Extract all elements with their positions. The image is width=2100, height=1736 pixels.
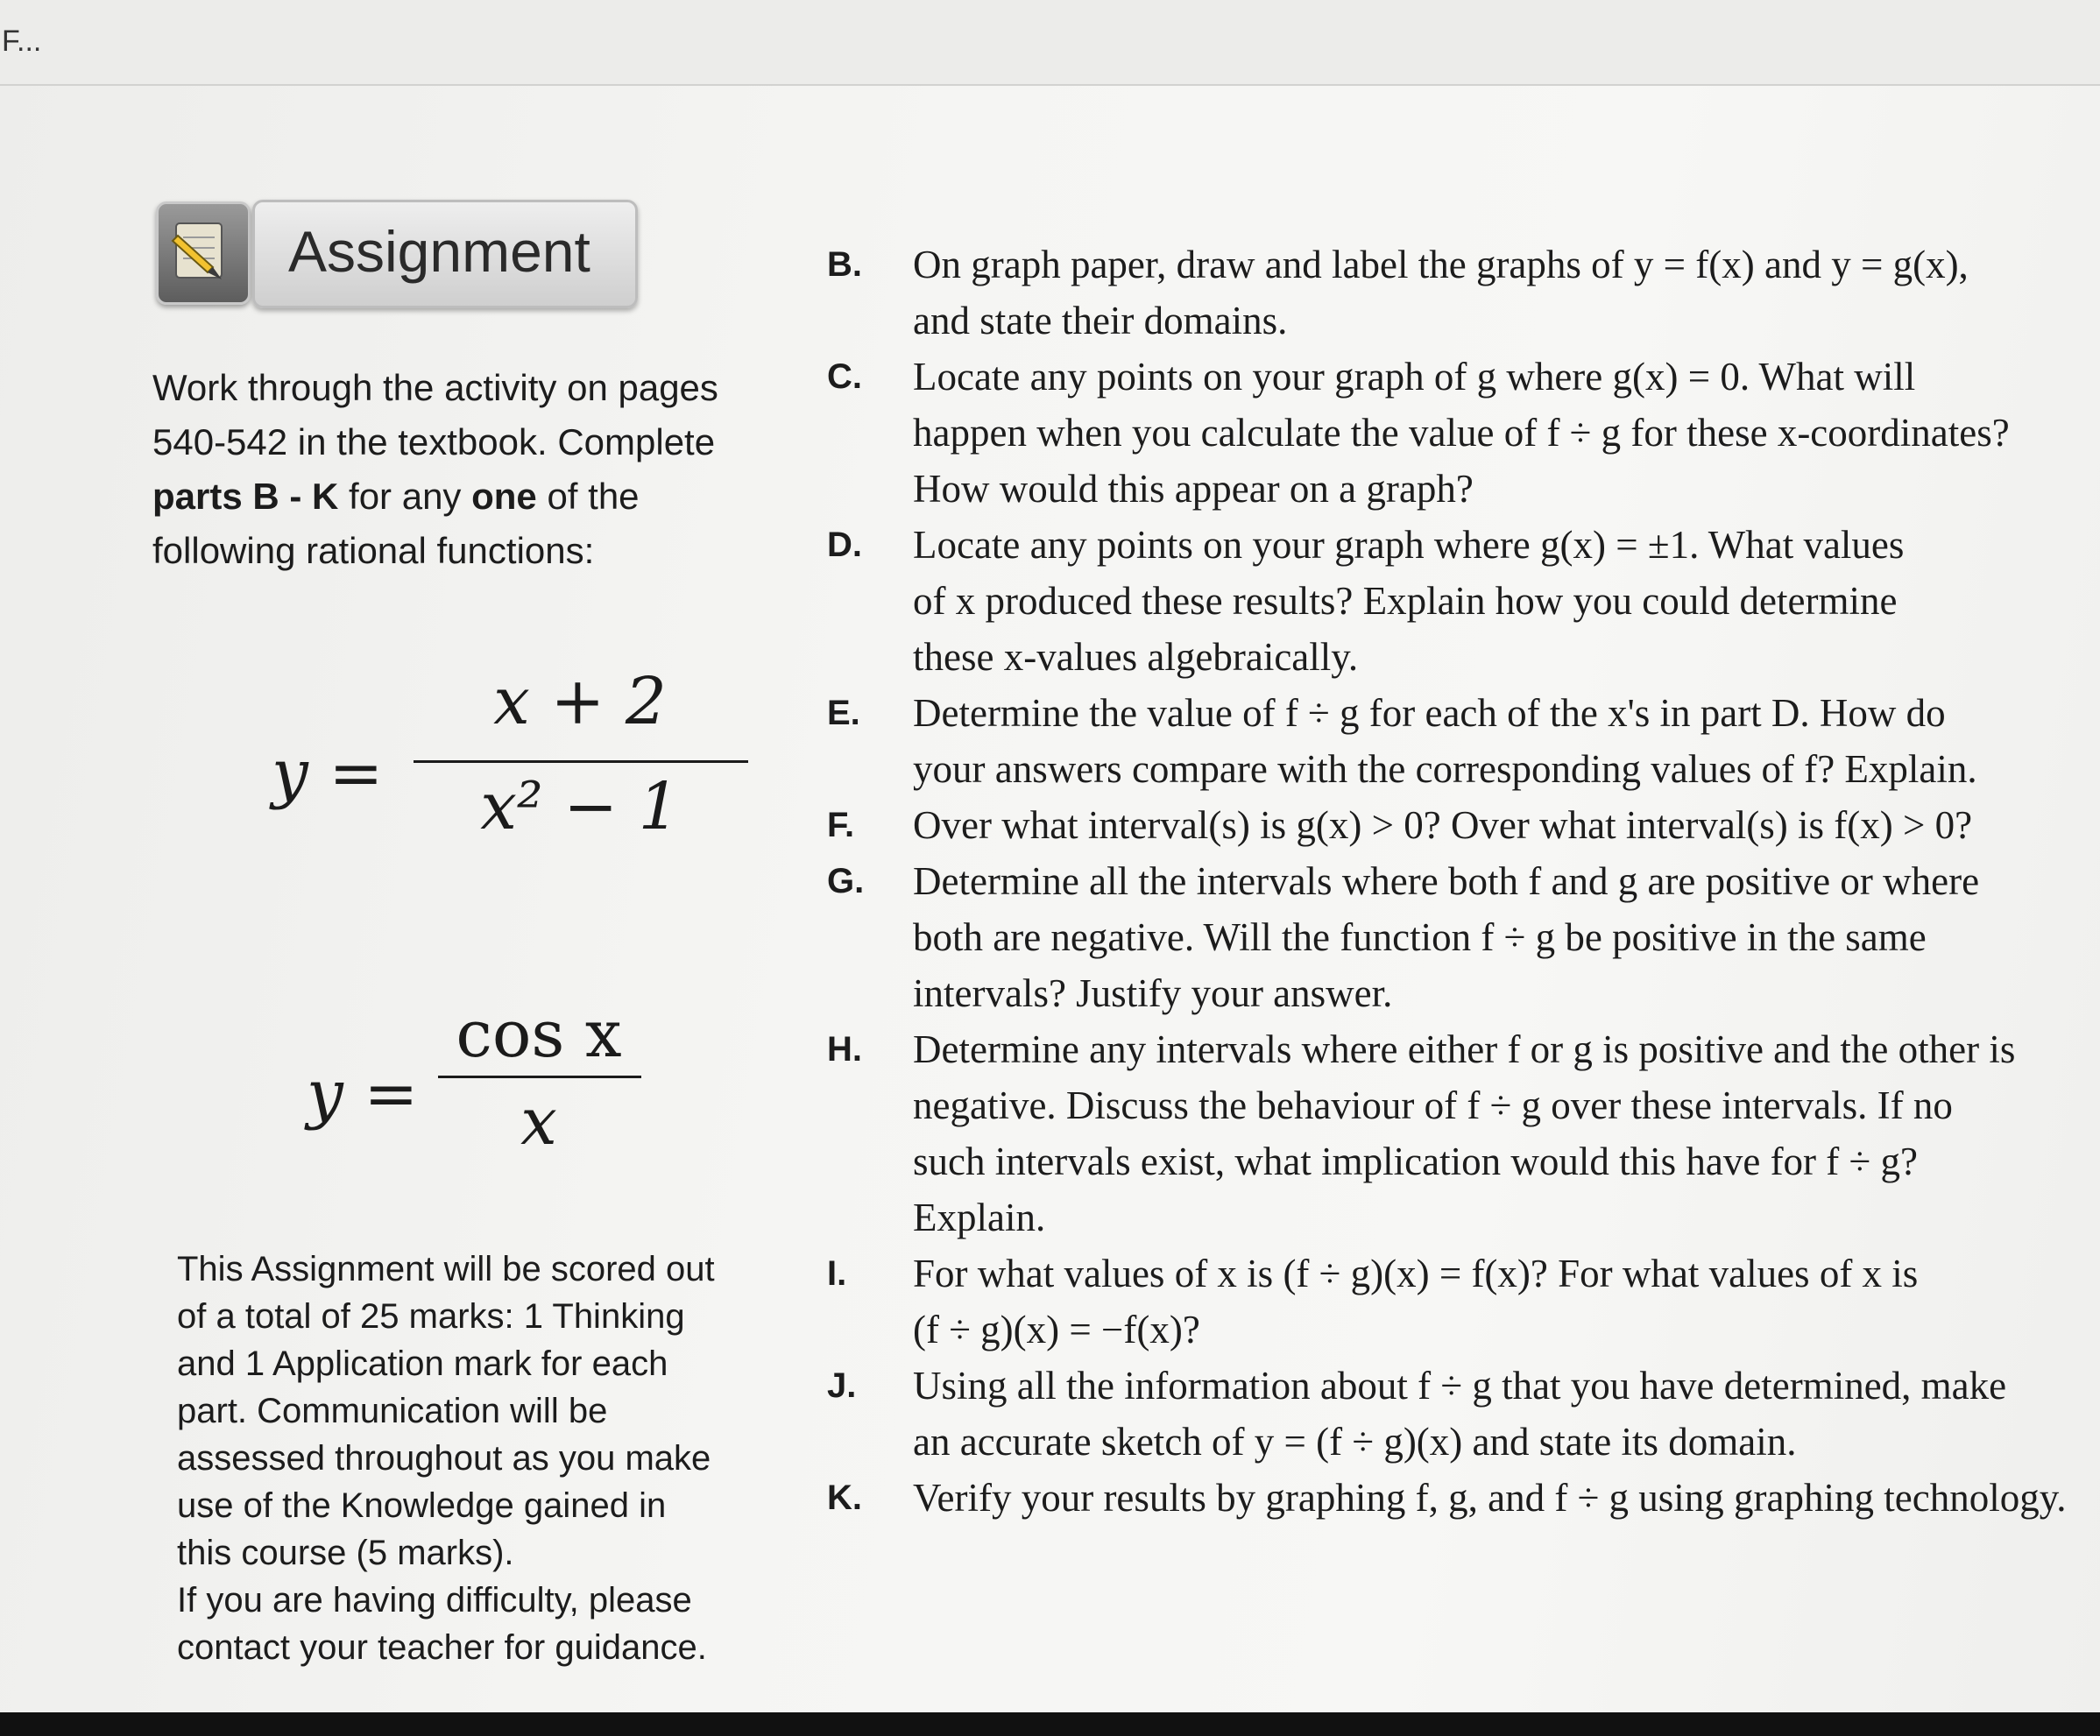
part-text-line: both are negative. Will the function f ÷ g be positive in the same <box>913 915 1927 959</box>
part-text-line: For what values of x is (f ÷ g)(x) = f(x)? For what values of x is <box>913 1252 1919 1295</box>
part-text <box>913 797 2071 853</box>
part-text-line: Determine all the intervals where both f and g are positive or where <box>913 859 1980 903</box>
pencil-notebook-icon <box>156 201 251 305</box>
part-text <box>913 236 2071 349</box>
part-text <box>913 1246 2071 1358</box>
assignment-header <box>252 200 638 308</box>
bottom-bezel <box>0 1712 2100 1736</box>
part-text-line: these x-values algebraically. <box>913 635 1359 679</box>
scoring-line: assessed throughout as you make <box>177 1439 711 1478</box>
part-letter: G. <box>827 862 865 900</box>
part-letter: C. <box>827 357 862 396</box>
intro-bold-parts: parts B - K <box>152 476 339 517</box>
part-text-line: your answers compare with the corresponding values of f? Explain. <box>913 747 1977 791</box>
formula-lhs: y = <box>272 736 384 811</box>
scoring-line: part. Communication will be <box>177 1392 608 1430</box>
part-text <box>913 349 2071 517</box>
part-text-line: Locate any points on your graph of g where g(x) = 0. What will <box>913 355 1916 399</box>
part-text-line: Using all the information about f ÷ g that you have determined, make <box>913 1364 2007 1408</box>
assignment-part-h <box>827 1021 2071 1246</box>
part-text-line: negative. Discuss the behaviour of f ÷ g over these intervals. If no <box>913 1083 1953 1127</box>
part-letter: D. <box>827 526 862 564</box>
part-text-line: Over what interval(s) is g(x) > 0? Over what interval(s) is f(x) > 0? <box>913 803 1973 847</box>
scoring-paragraph <box>177 1246 790 1671</box>
part-text-line: How would this appear on a graph? <box>913 467 1474 511</box>
formula-numerator: cos x <box>456 997 622 1072</box>
intro-line: Work through the activity on pages <box>152 367 718 408</box>
part-letter: I. <box>827 1254 847 1293</box>
part-text-line: Verify your results by graphing f, g, and f ÷ g using graphing technology. <box>913 1476 2067 1520</box>
part-letter: B. <box>827 245 862 284</box>
part-text <box>913 1021 2071 1246</box>
part-text-line: Determine the value of f ÷ g for each of the x's in part D. How do <box>913 691 1946 735</box>
scoring-line: If you are having difficulty, please <box>177 1581 692 1620</box>
formula-denominator: x <box>520 1084 557 1160</box>
assignment-part-g <box>827 853 2071 1021</box>
intro-line: following rational functions: <box>152 530 595 571</box>
formula-numerator: x + 2 <box>493 664 667 739</box>
window-top-bar <box>0 0 2100 86</box>
assignment-part-b <box>827 236 2071 349</box>
fraction-bar <box>414 760 748 763</box>
part-text-line: On graph paper, draw and label the graphs of y = f(x) and y = g(x), <box>913 243 1969 286</box>
assignment-part-j <box>827 1358 2071 1470</box>
assignment-part-d <box>827 517 2071 685</box>
scoring-line: This Assignment will be scored out <box>177 1250 715 1288</box>
part-text-line: intervals? Justify your answer. <box>913 971 1393 1015</box>
part-text-line: and state their domains. <box>913 299 1288 342</box>
part-text-line: an accurate sketch of y = (f ÷ g)(x) and state its domain. <box>913 1420 1797 1464</box>
intro-text: of the <box>536 476 640 517</box>
assignment-title: Assignment <box>288 219 590 284</box>
part-text <box>913 853 2071 1021</box>
part-text <box>913 517 2071 685</box>
intro-line: 540-542 in the textbook. Complete <box>152 421 716 462</box>
scoring-line: contact your teacher for guidance. <box>177 1628 707 1667</box>
assignment-part-i <box>827 1246 2071 1358</box>
part-letter: J. <box>827 1366 857 1405</box>
scoring-line: this course (5 marks). <box>177 1534 514 1572</box>
intro-text: for any <box>338 476 472 517</box>
scoring-line: of a total of 25 marks: 1 Thinking <box>177 1297 685 1336</box>
intro-paragraph <box>152 361 748 578</box>
part-letter: E. <box>827 694 860 732</box>
intro-bold-one: one <box>471 476 537 517</box>
part-text-line: such intervals exist, what implication would this have for f ÷ g? <box>913 1140 1918 1183</box>
part-letter: K. <box>827 1478 862 1517</box>
scoring-line: use of the Knowledge gained in <box>177 1486 667 1525</box>
assignment-part-e <box>827 685 2071 797</box>
part-letter: H. <box>827 1030 862 1069</box>
part-text-line: happen when you calculate the value of f ÷ g for these x-coordinates? <box>913 411 2010 455</box>
assignment-part-c <box>827 349 2071 517</box>
assignment-part-f <box>827 797 2071 853</box>
part-text-line: of x produced these results? Explain how you could determine <box>913 579 1898 623</box>
part-text <box>913 1470 2071 1526</box>
window-title: F... <box>2 25 42 58</box>
part-letter: F. <box>827 806 855 844</box>
formula-denominator: x² − 1 <box>480 769 680 844</box>
part-text <box>913 685 2071 797</box>
part-text-line: Determine any intervals where either f or g is positive and the other is <box>913 1027 2016 1071</box>
intro-line <box>152 469 748 524</box>
scoring-line: and 1 Application mark for each <box>177 1344 668 1383</box>
part-text-line: (f ÷ g)(x) = −f(x)? <box>913 1308 1200 1351</box>
part-text-line: Explain. <box>913 1196 1046 1239</box>
part-text <box>913 1358 2071 1470</box>
part-text-line: Locate any points on your graph where g(x) = ±1. What values <box>913 523 1905 567</box>
assignment-parts-list <box>827 236 2071 1526</box>
assignment-part-k <box>827 1470 2071 1526</box>
fraction-bar <box>438 1076 641 1078</box>
formula-lhs: y = <box>307 1056 419 1132</box>
